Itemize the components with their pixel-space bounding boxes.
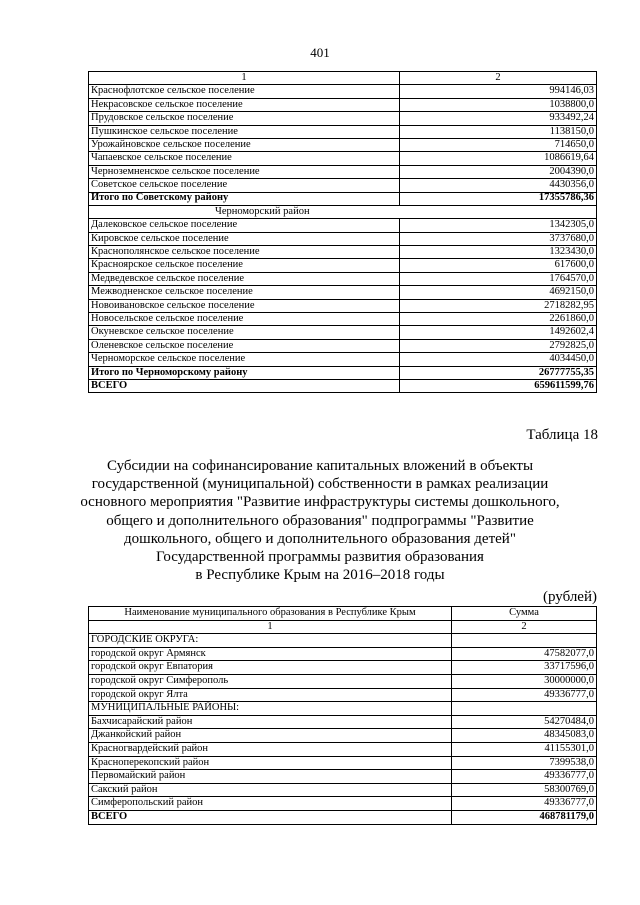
row-value: 1038800,0: [400, 98, 597, 111]
table-row: [89, 661, 597, 675]
table-row: [89, 756, 597, 770]
table-row: [89, 138, 597, 151]
grand-total-value: 659611599,76: [400, 379, 597, 392]
section-label: МУНИЦИПАЛЬНЫЕ РАЙОНЫ:: [89, 702, 452, 716]
total-row-chernomorsky: [89, 366, 597, 379]
table-row: [89, 326, 597, 339]
table-number-label: Таблица 18: [526, 427, 598, 443]
row-value: 54270484,0: [452, 715, 597, 729]
row-value: 714650,0: [400, 138, 597, 151]
table-row: [89, 112, 597, 125]
table-row: [89, 98, 597, 111]
row-value: 48345083,0: [452, 729, 597, 743]
table-row: [89, 313, 597, 326]
title-line: Субсидии на софинансирование капитальных вложений в объекты: [106, 458, 534, 474]
total-value: 26777755,35: [400, 366, 597, 379]
row-name: Оленевское сельское поселение: [89, 339, 400, 352]
row-value: 33717596,0: [452, 661, 597, 675]
title-line: дошкольного, общего и дополнительного образования детей": [124, 530, 516, 547]
table-row: [89, 797, 597, 811]
table-row: [89, 272, 597, 285]
column-number-2: 2: [452, 620, 597, 634]
table-row: [89, 286, 597, 299]
column-number-row: [89, 620, 597, 634]
table-row: [89, 179, 597, 192]
row-name: Первомайский район: [89, 770, 452, 784]
total-row-sovetsky: [89, 192, 597, 205]
row-name: Краснофлотское сельское поселение: [89, 85, 400, 98]
column-number-1: 1: [89, 72, 400, 85]
title-line: государственной (муниципальной) собственности в рамках реализации: [91, 476, 549, 493]
row-name: Новоивановское сельское поселение: [89, 299, 400, 312]
row-value: 994146,03: [400, 85, 597, 98]
row-name: Некрасовское сельское поселение: [89, 98, 400, 111]
title-line: основного мероприятия "Развитие инфраструктуры системы дошкольного,: [80, 494, 560, 511]
row-value: 30000000,0: [452, 674, 597, 688]
row-value: 49336777,0: [452, 688, 597, 702]
total-value: 17355786,36: [400, 192, 597, 205]
subsidies-table: [88, 606, 597, 825]
row-value: 49336777,0: [452, 797, 597, 811]
row-value: 617600,0: [400, 259, 597, 272]
row-name: Черноземненское сельское поселение: [89, 165, 400, 178]
section-row-urban: [89, 634, 597, 648]
table-row: [89, 246, 597, 259]
district-heading-row: [89, 205, 597, 218]
row-value: 2261860,0: [400, 313, 597, 326]
table-row: [89, 125, 597, 138]
row-name: городской округ Армянск: [89, 647, 452, 661]
title-line: общего и дополнительного образования" подпрограммы "Развитие: [106, 512, 534, 529]
row-name: Медведевское сельское поселение: [89, 272, 400, 285]
column-header-name: Наименование муниципального образования в Республике Крым: [89, 607, 452, 621]
grand-total-label: ВСЕГО: [89, 810, 452, 824]
row-name: Краснополянское сельское поселение: [89, 246, 400, 259]
table-row: [89, 339, 597, 352]
row-name: городской округ Симферополь: [89, 674, 452, 688]
column-header-row: [89, 607, 597, 621]
total-label: Итого по Черноморскому району: [89, 366, 400, 379]
units-label: (рублей): [542, 589, 597, 605]
table-row: [89, 259, 597, 272]
row-name: Бахчисарайский район: [89, 715, 452, 729]
row-name: Красногвардейский район: [89, 742, 452, 756]
row-name: городской округ Ялта: [89, 688, 452, 702]
table-row: [89, 165, 597, 178]
row-value: 41155301,0: [452, 742, 597, 756]
table-row: [89, 770, 597, 784]
page-number: 401: [310, 45, 330, 60]
row-value: 2792825,0: [400, 339, 597, 352]
row-name: Красноперекопский район: [89, 756, 452, 770]
table-row: [89, 152, 597, 165]
district-heading: Черноморский район: [89, 205, 597, 218]
row-value: 47582077,0: [452, 647, 597, 661]
table-row: [89, 232, 597, 245]
table-row: [89, 219, 597, 232]
title-line: в Республике Крым на 2016–2018 годы: [195, 567, 445, 584]
column-number-1: 1: [89, 620, 452, 634]
grand-total-row: [89, 379, 597, 392]
row-value: 4034450,0: [400, 353, 597, 366]
row-value: 933492,24: [400, 112, 597, 125]
row-value: 1138150,0: [400, 125, 597, 138]
row-name: Симферопольский район: [89, 797, 452, 811]
row-name: Новосельское сельское поселение: [89, 313, 400, 326]
grand-total-label: ВСЕГО: [89, 379, 400, 392]
row-value: 1492602,4: [400, 326, 597, 339]
table-row: [89, 85, 597, 98]
title-line: Государственной программы развития образования: [156, 549, 484, 566]
row-name: Черноморское сельское поселение: [89, 353, 400, 366]
settlements-table: [88, 71, 597, 393]
row-name: Пушкинское сельское поселение: [89, 125, 400, 138]
table-row: [89, 299, 597, 312]
table-row: [89, 674, 597, 688]
empty-cell: [452, 702, 597, 716]
row-name: Окуневское сельское поселение: [89, 326, 400, 339]
row-name: Сакский район: [89, 783, 452, 797]
table-title: [0, 457, 640, 584]
column-header-sum: Сумма: [452, 607, 597, 621]
section-label: ГОРОДСКИЕ ОКРУГА:: [89, 634, 452, 648]
column-number-2: 2: [400, 72, 597, 85]
row-value: 1323430,0: [400, 246, 597, 259]
row-name: Прудовское сельское поселение: [89, 112, 400, 125]
row-name: Красноярское сельское поселение: [89, 259, 400, 272]
table-row: [89, 688, 597, 702]
empty-cell: [452, 634, 597, 648]
row-value: 7399538,0: [452, 756, 597, 770]
row-name: Кировское сельское поселение: [89, 232, 400, 245]
row-name: Джанкойский район: [89, 729, 452, 743]
row-value: 4430356,0: [400, 179, 597, 192]
row-name: Далековское сельское поселение: [89, 219, 400, 232]
row-name: Межводненское сельское поселение: [89, 286, 400, 299]
row-value: 49336777,0: [452, 770, 597, 784]
table-row: [89, 729, 597, 743]
row-value: 58300769,0: [452, 783, 597, 797]
table-row: [89, 742, 597, 756]
row-name: Урожайновское сельское поселение: [89, 138, 400, 151]
row-value: 1342305,0: [400, 219, 597, 232]
section-row-municipal: [89, 702, 597, 716]
grand-total-row: [89, 810, 597, 824]
table-row: [89, 353, 597, 366]
table-row: [89, 647, 597, 661]
row-value: 2004390,0: [400, 165, 597, 178]
grand-total-value: 468781179,0: [452, 810, 597, 824]
table-row: [89, 783, 597, 797]
table-header-row: [89, 72, 597, 85]
row-value: 2718282,95: [400, 299, 597, 312]
table-row: [89, 715, 597, 729]
total-label: Итого по Советскому району: [89, 192, 400, 205]
row-value: 1764570,0: [400, 272, 597, 285]
row-name: Чапаевское сельское поселение: [89, 152, 400, 165]
row-name: Советское сельское поселение: [89, 179, 400, 192]
row-value: 1086619,64: [400, 152, 597, 165]
row-value: 3737680,0: [400, 232, 597, 245]
row-name: городской округ Евпатория: [89, 661, 452, 675]
row-value: 4692150,0: [400, 286, 597, 299]
